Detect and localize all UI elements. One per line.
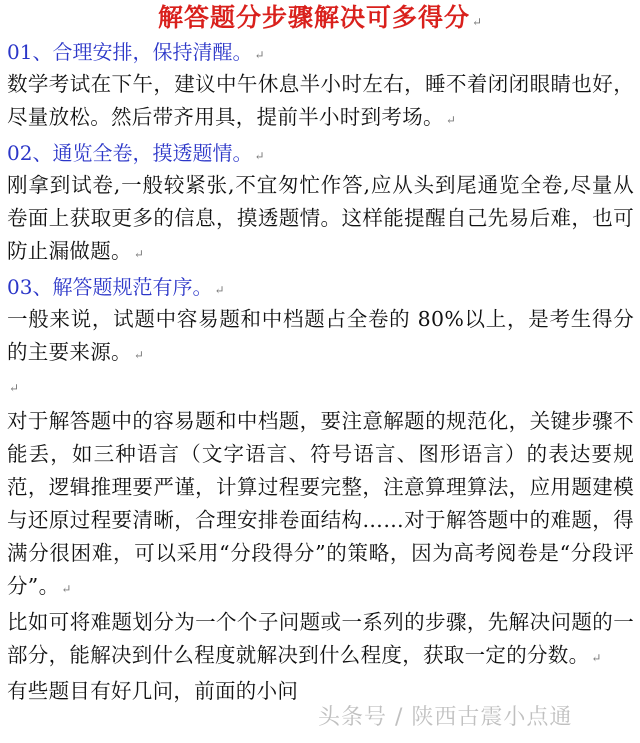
paragraph-mark: ↵: [133, 247, 145, 261]
paragraph-text: 刚拿到试卷,一般较紧张,不宜匆忙作答,应从头到尾通览全卷,尽量从卷面上获取更多的信息，摸透题情。这样能提醒自己先易后难，也可防止漏做题。: [7, 173, 634, 263]
heading-text: 02、通览全卷，摸透题情。: [7, 141, 253, 165]
paragraph-mark: ↵: [471, 15, 484, 29]
paragraph-mark: ↵: [214, 283, 225, 297]
section-heading-03: [7, 271, 634, 303]
heading-text: 01、合理安排，保持清醒。: [7, 40, 253, 64]
paragraph-mark: ↵: [61, 582, 72, 596]
paragraph-text: 对于解答题中的容易题和中档题，要注意解题的规范化，关键步骤不能丢，如三种语言（文字语言、符号语言、图形语言）的表达要规范，逻辑推理要严谨，计算过程要完整，注意算理算法，应用题建模与还原过程要清晰，合理安排卷面结构……对于解答题中的难题，得满分很困难，可以采用“分段得分”的策略，因为高考阅卷是“分段评分”。: [7, 409, 634, 598]
empty-paragraph: [7, 372, 634, 405]
paragraph: [7, 606, 634, 675]
section-heading-01: [7, 36, 634, 68]
paragraph: [7, 405, 634, 606]
paragraph-mark: ↵: [9, 381, 20, 395]
paragraph-mark: ↵: [591, 651, 602, 665]
paragraph-text: 有些题目有好几问，前面的小问: [7, 679, 299, 703]
paragraph: [7, 169, 634, 271]
paragraph: [7, 303, 634, 372]
watermark: 头条号 / 陕西古震小点通: [318, 705, 573, 730]
paragraph-mark: ↵: [254, 149, 265, 163]
title-text: 解答题分步骤解决可多得分: [157, 3, 470, 32]
document-title: [7, 0, 634, 36]
heading-text: 03、解答题规范有序。: [7, 275, 213, 299]
paragraph-text: 一般来说，试题中容易题和中档题占全卷的 80%以上，是考生得分的主要来源。: [7, 307, 634, 364]
paragraph-mark: ↵: [133, 348, 145, 362]
paragraph-mark: ↵: [445, 113, 457, 127]
paragraph-text: 比如可将难题划分为一个个子问题或一系列的步骤，先解决问题的一部分，能解决到什么程度就解决到什么程度，获取一定的分数。: [7, 610, 634, 667]
paragraph: [7, 68, 634, 137]
paragraph-text: 数学考试在下午，建议中午休息半小时左右，睡不着闭闭眼睛也好，尽量放松。然后带齐用具，提前半小时到考场。: [7, 72, 634, 129]
section-heading-02: [7, 137, 634, 169]
paragraph-mark: ↵: [254, 48, 265, 62]
